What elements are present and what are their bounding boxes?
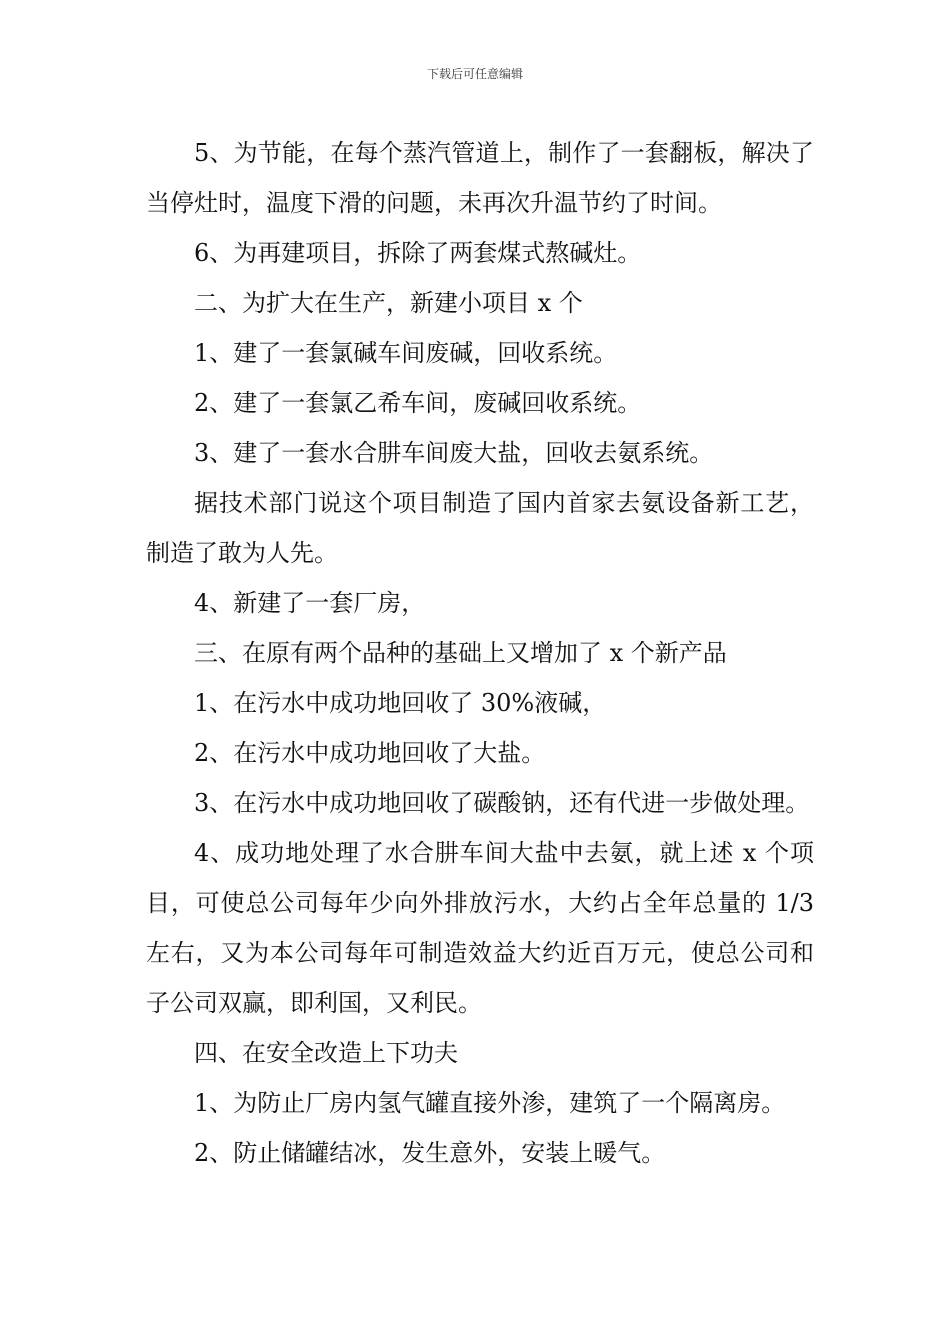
paragraph-sodium-carbonate: 3、在污水中成功地回收了碳酸钠，还有代进一步做处理。	[194, 789, 810, 817]
paragraph-new-plant: 4、新建了一套厂房，	[194, 589, 426, 617]
section-heading-safety: 四、在安全改造上下功夫	[194, 1039, 458, 1067]
page-header-note: 下载后可任意编辑	[426, 67, 523, 81]
paragraph-ammonia-removal-benefits: 4、成功地处理了水合肼车间大盐中去氨，就上述 x 个项目，可使总公司每年少向外排放污水，大约占全年总量的 1/3 左右，又为本公司每年可制造效益大约近百万元，使总公司和子公司双赢，即利国，又利民。	[146, 839, 814, 1017]
paragraph-chlor-alkali-recovery: 1、建了一套氯碱车间废碱，回收系统。	[194, 339, 618, 367]
paragraph-tech-department-note: 据技术部门说这个项目制造了国内首家去氨设备新工艺，制造了敢为人先。	[146, 489, 814, 567]
paragraph-energy-saving-flaps: 5、为节能，在每个蒸汽管道上，制作了一套翻板，解决了当停灶时，温度下滑的问题，未再次升温节约了时间。	[146, 139, 814, 217]
document-body	[146, 128, 814, 1178]
section-heading-new-products: 三、在原有两个品种的基础上又增加了 x 个新产品	[194, 639, 727, 667]
paragraph-hydrazine-salt-recovery: 3、建了一套水合肼车间废大盐，回收去氨系统。	[194, 439, 714, 467]
section-heading-new-projects: 二、为扩大在生产，新建小项目 x 个	[194, 289, 583, 317]
paragraph-liquid-alkali: 1、在污水中成功地回收了 30%液碱，	[194, 689, 607, 717]
paragraph-isolation-room: 1、为防止厂房内氢气罐直接外渗，建筑了一个隔离房。	[194, 1089, 786, 1117]
paragraph-heating-install: 2、防止储罐结冰，发生意外，安装上暖气。	[194, 1139, 666, 1167]
paragraph-vinyl-chloride-recovery: 2、建了一套氯乙希车间，废碱回收系统。	[194, 389, 642, 417]
paragraph-remove-stoves: 6、为再建项目，拆除了两套煤式熬碱灶。	[194, 239, 642, 267]
paragraph-salt-recovery: 2、在污水中成功地回收了大盐。	[194, 739, 546, 767]
